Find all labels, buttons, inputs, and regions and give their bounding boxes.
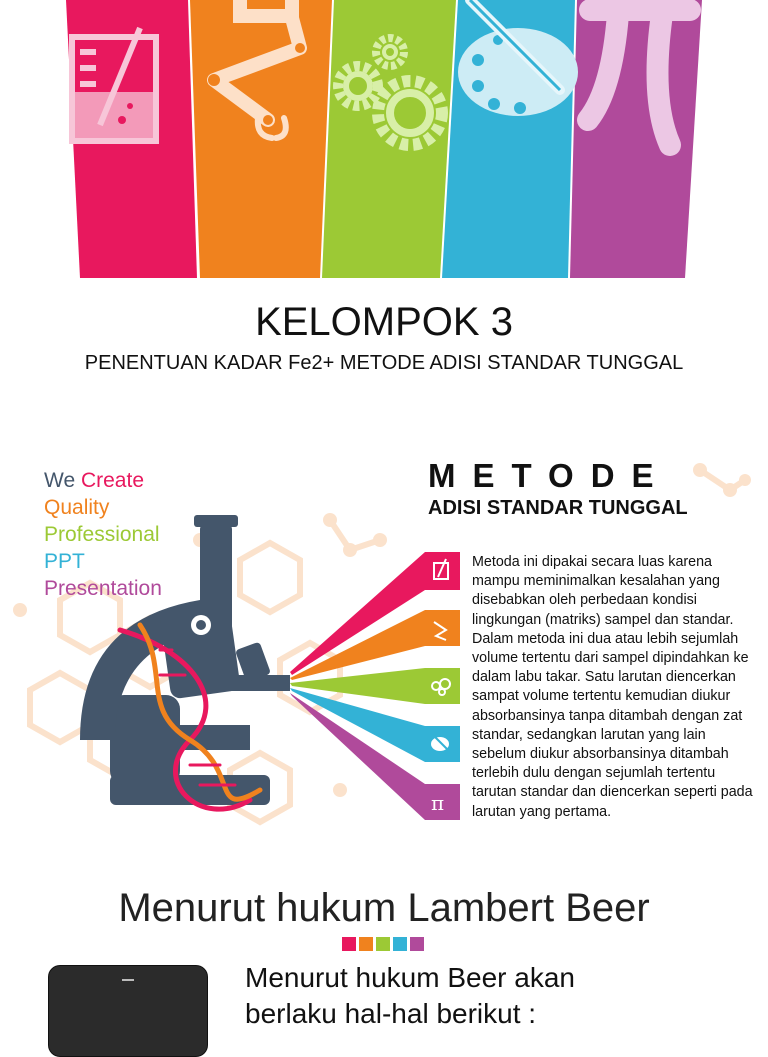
banner-graphic — [0, 0, 768, 285]
tagline-ppt: PPT — [44, 550, 85, 573]
tagline-we: We — [44, 469, 76, 492]
page-subtitle: PENENTUAN KADAR Fe2+ METODE ADISI STANDAR TUNGGAL — [84, 352, 684, 374]
square-green — [376, 937, 390, 951]
square-orange — [359, 937, 373, 951]
tagline-presentation: Presentation — [44, 577, 162, 600]
square-blue — [393, 937, 407, 951]
beer-law-text: Menurut hukum Beer akan berlaku hal-hal berikut : — [245, 962, 575, 1029]
color-rays — [290, 552, 460, 820]
color-squares — [342, 937, 424, 951]
metode-subheading: ADISI STANDAR TUNGGAL — [428, 497, 688, 519]
square-purple — [410, 937, 424, 951]
phone-mockup — [48, 965, 208, 1057]
metode-description: Metoda ini dipakai secara luas karena mampu meminimalkan kesalahan yang disebabkan oleh perbedaan kondisi lingkungan (matriks) sampel dan standar. Dalam metoda ini dua atau lebih sejumlah volume tertentu dari sampel dipindahkan ke dalam labu takar. Satu larutan diencerkan sampat volume tertentu kemudian diukur absorbansinya tanpa ditambah dengan zat standar, sedangkan larutan yang lain sebelum diukur absorbansinya ditambah terlebih dulu dengan sejumlah tertentu tarutan standar dan diencerkan seperti pada larutan yang pertama. — [472, 554, 753, 820]
tagline-quality: Quality — [44, 496, 110, 519]
page-title: KELOMPOK 3 — [255, 300, 513, 344]
square-pink — [342, 937, 356, 951]
stripe-orange — [190, 0, 332, 278]
tagline — [44, 467, 162, 602]
stripe-purple — [570, 0, 702, 278]
lambert-beer-title: Menurut hukum Lambert Beer — [118, 886, 650, 930]
tagline-create: Create — [80, 469, 144, 492]
ray-pi-icon: π — [431, 791, 445, 815]
tagline-professional: Professional — [44, 523, 160, 546]
metode-heading: METODE — [428, 457, 671, 494]
phone-speaker — [122, 979, 134, 981]
